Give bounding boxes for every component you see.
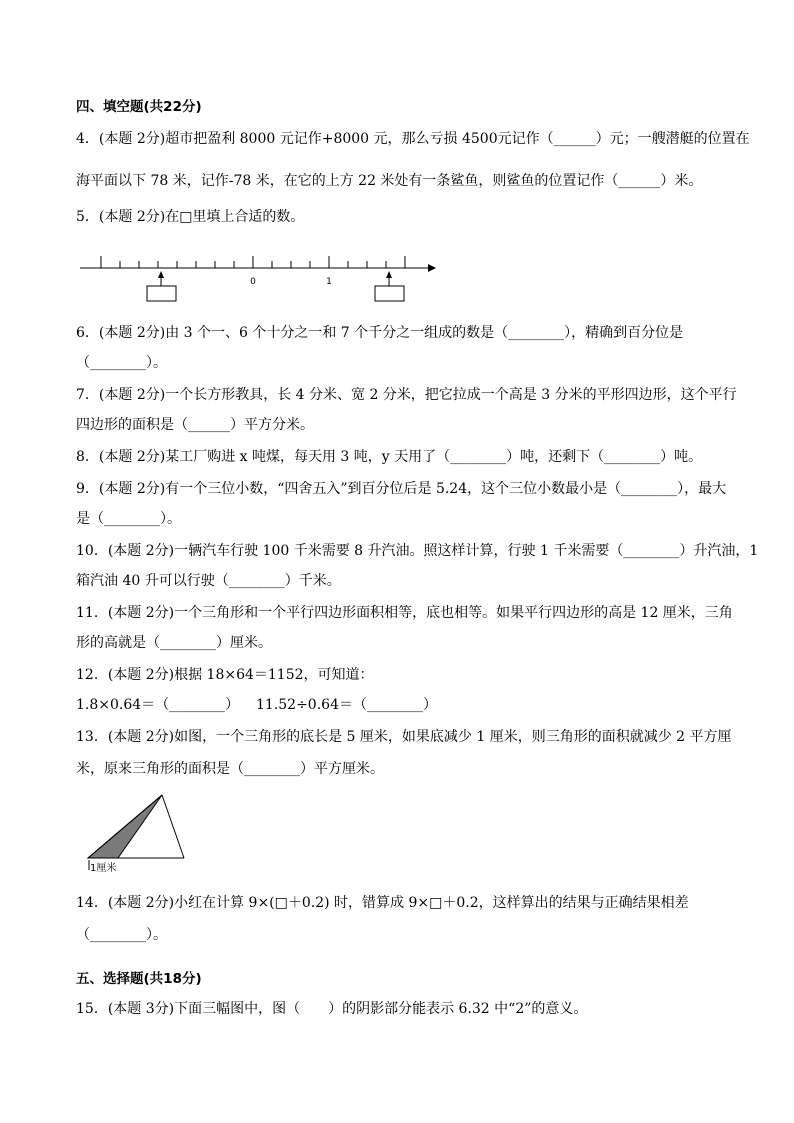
q9-line2: 是（________）。: [76, 511, 181, 527]
q12-line1: 12．(本题 2分)根据 18×64＝1152，可知道：: [76, 667, 374, 683]
q7-line2: 四边形的面积是（______）平方分米。: [76, 417, 314, 433]
q6-line1: 6．(本题 2分)由 3 个一、6 个十分之一和 7 个千分之一组成的数是（________），精确到百分位是: [76, 325, 684, 341]
q10-line2: 箱汽油 40 升可以行驶（________）千米。: [76, 573, 341, 589]
section-5-heading: 五、选择题(共18分): [76, 971, 202, 987]
q13-line1: 13．(本题 2分)如图，一个三角形的底长是 5 厘米，如果底减少 1 厘米，则三角形的面积就减少 2 平方厘: [76, 729, 732, 745]
q8-line1: 8．(本题 2分)某工厂购进 x 吨煤，每天用 3 吨，y 天用了（________）吨，还剩下（________）吨。: [76, 449, 703, 465]
q9-line1: 9．(本题 2分)有一个三位小数，“四舍五入”到百分位后是 5.24，这个三位小数最小是（________），最大: [76, 481, 727, 497]
section-4-heading: 四、填空题(共22分): [76, 99, 202, 115]
q10-line1: 10．(本题 2分)一辆汽车行驶 100 千米需要 8 升汽油。照这样计算，行驶 1 千米需要（________）升汽油，1: [76, 543, 759, 559]
q13-line2: 米，原来三角形的面积是（________）平方厘米。: [76, 761, 384, 777]
q4-line2: 海平面以下 78 米，记作-78 米，在它的上方 22 米处有一条鲨鱼，则鲨鱼的位置记作（______）米。: [76, 173, 703, 189]
q6-line2: （________）。: [76, 355, 167, 371]
figure-label-1cm: 1厘米: [90, 863, 117, 874]
q14-line2: （________）。: [76, 927, 167, 943]
q7-line1: 7．(本题 2分)一个长方形教具，长 4 分米、宽 2 分米，把它拉成一个高是 3 分米的平形四边形，这个平行: [76, 387, 737, 403]
q11-line2: 形的高就是（________）厘米。: [76, 635, 272, 651]
tick-label-zero: 0: [250, 277, 256, 287]
q14-line1: 14．(本题 2分)小红在计算 9×(□＋0.2) 时，错算成 9×□＋0.2，这样算出的结果与正确结果相差: [76, 895, 689, 911]
q11-line1: 11．(本题 2分)一个三角形和一个平行四边形面积相等，底也相等。如果平行四边形的高是 12 厘米，三角: [76, 605, 733, 621]
q12-expression-1: 1.8×0.64＝（________）: [76, 697, 240, 713]
q5-text: 5．(本题 2分)在□里填上合适的数。: [76, 209, 305, 225]
q15-line1: 15．(本题 3分)下面三幅图中，图（ ）的阴影部分能表示 6.32 中“2”的意义。: [76, 1001, 588, 1017]
q4-line1: 4．(本题 2分)超市把盈利 8000 元记作+8000 元，那么亏损 4500元记作（______）元；一艘潜艇的位置在: [76, 131, 750, 147]
q12-expression-2: 11.52÷0.64＝（________）: [256, 697, 437, 713]
tick-label-one: 1: [326, 277, 332, 287]
